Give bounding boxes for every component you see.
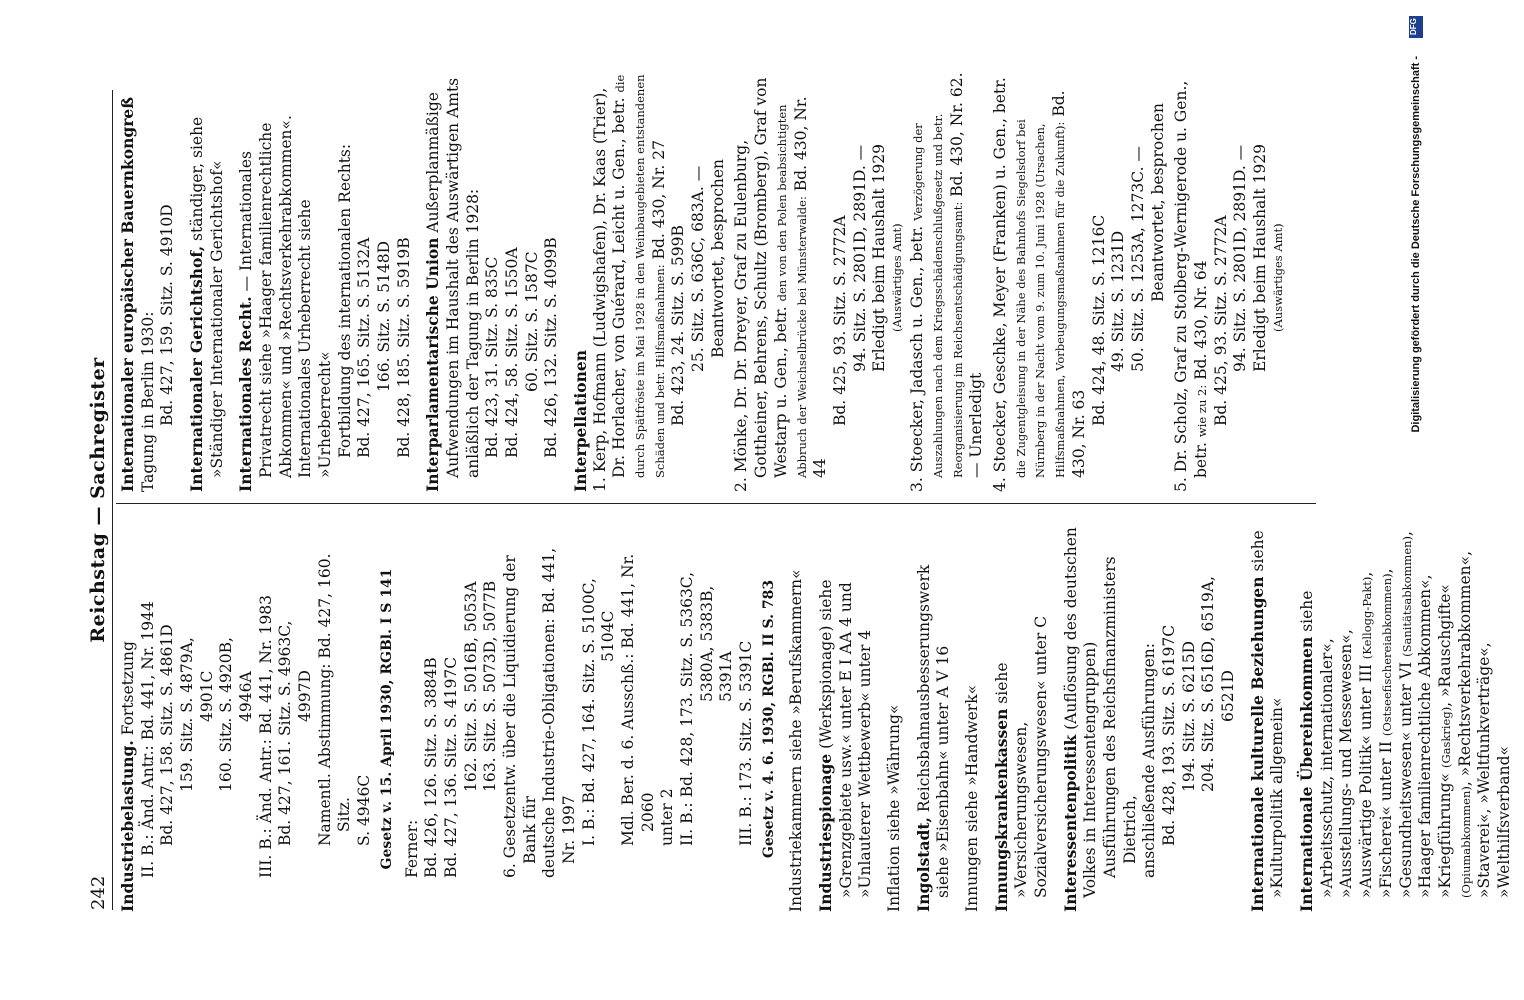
ref-line: 5380A, 5383B, (697, 585, 716, 702)
left-column (118, 526, 1524, 912)
ref-line: Bd. 424, 48. Sitz. S. 1216C (1089, 214, 1108, 426)
entry-text: Außerplanmäßige Aufwendungen im Haushalt des Auswärtigen Amts anläßlich der Tagung in Berlin 1928: (424, 77, 482, 478)
ref-line: 4901C (197, 670, 216, 722)
ref-line: 160. Sitz. S. 4920B, (217, 637, 236, 792)
entry-text: , »Fischerei« unter II (1357, 571, 1395, 898)
entry-interessentenpolitik (1061, 526, 1239, 912)
entry-heading: Internationaler europäischer Bauernkongreß (118, 97, 137, 492)
ref-line: S. 4946C (355, 774, 374, 846)
entry-text: Inflation siehe »Währung« (885, 704, 904, 912)
ref-line: 166. Sitz. S. 5148D (375, 240, 394, 392)
entry-note: Verzögerung der Auszahlungen nach dem Kriegsschädenschlußgesetz und betr. Reorganisierung im Reichsentschädigungsamt: (911, 113, 965, 478)
law-reference: Gesetz v. 15. April 1930, RGBl. I S 141 (378, 568, 395, 870)
ref-line: 60. Sitz. S. 1587C (522, 251, 541, 392)
ref-line: III. B.: 173. Sitz. S. 5391C (736, 640, 755, 846)
entry-text: , »Haager familienrechtliche Abkommen«, »Kriegführung« (1396, 531, 1454, 898)
entry-note: (Auswärtiges Amt) (1270, 223, 1285, 332)
ref-line: II. B.: Änd. Antr.: Bd. 441, Nr. 1944 (138, 601, 157, 878)
entry-note: die Zugentgleisung in der Nähe des Bahnhofs Siegelsdorf bei Nürnberg in der Nacht vom 9. zum 10. Juni 1928 (Ursachen, Hilfsmaßnahmen, Vorbeugungsmaßnahmen für die Zukunft): (1013, 119, 1068, 478)
entry-innungen (963, 526, 983, 912)
interpellation-1 (590, 72, 729, 492)
entry-internationales-recht (236, 72, 414, 492)
ref-line: Bd. 424, 58. Sitz. S. 1550A (503, 247, 522, 458)
entry-industriebelastung (118, 526, 778, 912)
entry-text: (Werkspionage) siehe »Grenzgebiete usw.« unter E I AA 4 und »Unlauterer Wettbewerb« unter 4 (817, 579, 875, 898)
ref-line: Bd. 423, 24. Sitz. S. 599B (669, 225, 688, 426)
entry-heading: Innungskrankenkassen (991, 708, 1011, 912)
entry-note: (Auswärtiges Amt) (889, 223, 904, 332)
entry-text: Bd. 430, Nr. 27 (649, 139, 668, 260)
entry-text: ständiger, siehe »Ständiger Internationaler Gerichtshof« (188, 116, 226, 478)
ref-line: Erledigt beim Haushalt 1929 (1250, 144, 1269, 372)
entry-text: siehe »Arbeitsschutz, internationaler«, »Ausstellungs- und Messewesen«, »Auswärtige Politik« unter III (1298, 590, 1376, 898)
entry-text: Fortsetzung (119, 641, 137, 736)
entry-heading: Industriespionage (816, 753, 836, 912)
attribution-text: Digitalisierung gefördert durch die Deutsche Forschungsgemeinschaft - (1410, 56, 1422, 433)
ref-line: I. B.: Bd. 427, 164. Sitz. S. 5100C, (579, 578, 598, 846)
entry-text: Innungen siehe »Handwerk« (963, 684, 982, 912)
ref-line: 4997D (296, 670, 315, 722)
entry-inflation (885, 526, 905, 912)
ref-line: Bd. 425, 93. Sitz. S. 2772A (1211, 215, 1230, 426)
ref-line: anschließende Ausführungen: (1140, 643, 1159, 878)
ref-line: 159. Sitz. S. 4879A, (178, 637, 197, 792)
entry-interparlamentarische-union (423, 72, 562, 492)
ref-line: 49. Sitz. S. 1231D (1109, 230, 1128, 372)
ref-line: Bd. 428, 185. Sitz. S. 5919B (394, 237, 413, 458)
entry-text: siehe »Versicherungswesen, Sozialversicherungswesen« unter C (992, 615, 1051, 898)
ref-line: Bd. 428, 193. Sitz. S. 6197C (1160, 624, 1179, 846)
entry-note: den von den Polen beabsichtigten Abbruch der Weichselbrücke bei Münsterwalde: (774, 104, 809, 478)
ref-line: Bd. 427, 159. Sitz. S. 4910D (158, 204, 177, 426)
ref-line: 6521D (1219, 670, 1238, 722)
entry-gerichtshof (187, 72, 227, 492)
entry-text: Reichsbahnausbesserungswerk siehe »Eisenbahn« unter A V 16 (914, 564, 953, 898)
law-reference: Gesetz v. 4. 6. 1930, RGBl. II S. 783 (760, 579, 777, 859)
entry-note: (Opiumabkommen) (1458, 786, 1473, 898)
ref-line: Bd. 427, 158. Sitz. S. 4861D (158, 624, 177, 846)
entry-text: Bd. 430, Nr. 44 (791, 96, 830, 478)
ref-line: Erledigt beim Haushalt 1929 (870, 144, 889, 372)
entry-internationale-uebereinkommen (1297, 526, 1514, 912)
entry-text: Industriekammern siehe »Berufskammern« (787, 569, 806, 912)
entry-heading: Internationale kulturelle Beziehungen (1247, 576, 1267, 912)
ref-line: II. B.: Bd. 428, 173. Sitz. S. 5363C, (677, 571, 696, 846)
ref-line: 50. Sitz. S. 1253A, 1273C. — (1128, 146, 1147, 372)
ref-line: deutsche Industrie-Obligationen: Bd. 441, Nr. 1997 (540, 547, 578, 878)
entry-text: 3. Stoecker, Jadasch u. Gen., betr. (908, 225, 927, 492)
entry-heading: Interpellationen (571, 349, 591, 492)
entry-ingolstadt (914, 526, 954, 912)
entry-heading: Industriebelastung. (118, 740, 137, 912)
entry-text: 4. Stoecker, Geschke, Meyer (Franken) u. Gen., betr. (991, 77, 1010, 492)
entry-interpellationen (571, 72, 1285, 492)
entry-heading: Interessentenpolitik (1060, 734, 1080, 912)
entry-heading: Internationaler Gerichtshof, (187, 245, 207, 492)
ref-line: Bd. 426, 132. Sitz. S. 4099B (542, 237, 561, 458)
entry-text: , »Rechtsverkehrabkommen«, »Staverei«, »Weltfunkverträge«, »Welthilfsverband« (1455, 550, 1513, 898)
running-title: Reichstag — Sachregister (87, 357, 109, 643)
entry-text: Bd. 430, Nr. 64 (1191, 260, 1210, 380)
entry-text: , »Rauschgifte« (1435, 584, 1454, 707)
ref-line: 204. Sitz. S. 6516D, 6519A, (1199, 576, 1218, 792)
entry-note: (Kellogg-Pakt) (1360, 576, 1375, 660)
entry-text: Bd. 430, Nr. 62. — Unerledigt (947, 72, 986, 478)
interpellation-4 (991, 72, 1168, 492)
ref-line: 94. Sitz. S. 2801D, 2891D. — (1231, 144, 1250, 372)
page-number: 242 (88, 875, 109, 910)
ref-line: Bd. 427, 165. Sitz. S. 5132A (355, 237, 374, 458)
ref-line: Beantwortet, besprochen (1148, 102, 1167, 302)
ref-line: Bd. 427, 161. Sitz. S. 4963C, (276, 620, 295, 846)
entry-text: 2. Mönke, Dr. Dr. Dreyer, Graf zu Eulenburg, Gottheiner, Behrens, Schultz (Bromberg), Graf von Westarp u. Gen., betr. (732, 77, 790, 492)
ref-line: 5104C (599, 610, 618, 662)
entry-bauernkongress (118, 72, 178, 492)
ref-line: 194. Sitz. S. 6215D (1179, 640, 1198, 792)
ref-line: Bd. 423, 31. Sitz. S. 835C (483, 256, 502, 458)
entry-heading: Internationales Recht. (236, 296, 256, 492)
entry-heading: Interparlamentarische Union (423, 237, 443, 492)
entry-note: die durch Spätfröste im Mai 1928 in den Weinbaugebieten entstandenen Schäden und betr. Hilfsmaßnahmen: (613, 74, 667, 478)
ref-line: 25. Sitz. S. 636C, 683A. — Beantwortet, besprochen (689, 158, 727, 372)
entry-text: 1. Kerp, Hofmann (Ludwigshafen), Dr. Kaas (Trier), Dr. Horlacher, von Guérard, Leicht u. Gen., betr. (590, 87, 629, 492)
entry-note: (Ostseefischereiabkommen) (1379, 573, 1394, 737)
dfg-attribution (1408, 16, 1424, 976)
entry-note: (Gaskrieg) (1438, 706, 1453, 769)
ref-line: Bd. 426, 126. Sitz. S. 3884B (422, 657, 441, 878)
ref-line: Ausführungen des Reichsfinanzministers Dietrich, (1101, 556, 1139, 878)
entry-innungskrankenkassen (992, 526, 1052, 912)
entry-industriespionage (816, 526, 876, 912)
entry-text: siehe »Kulturpolitik allgemein« (1248, 530, 1287, 898)
entry-industriekammern (787, 526, 807, 912)
ref-line: 5391A (717, 651, 736, 702)
right-column (118, 72, 1294, 492)
ref-line: 94. Sitz. S. 2801D, 2891D. — (850, 144, 869, 372)
column-divider (116, 503, 1316, 504)
ref-line: Namentl. Abstimmung: Bd. 427, 160. Sitz. (315, 553, 354, 846)
ref-line: 162. Sitz. S. 5016B, 5053A (461, 581, 480, 792)
ref-line: Fortbildung des internationalen Rechts: (335, 143, 354, 458)
entry-text: Bd. 430, Nr. 63 (1050, 90, 1088, 478)
entry-text: , »Gesundheitswesen« unter VI (1376, 568, 1415, 898)
interpellation-5 (1172, 72, 1285, 492)
ref-line: Mdl. Ber. d. 6. Ausschß.: Bd. 441, Nr. 2060 (618, 553, 657, 846)
entry-note: wie zu 2: (1194, 384, 1209, 438)
entry-text: (Auflösung des deutschen Volkes in Interessentengruppen) (1061, 527, 1100, 898)
ref-line: 4946A (237, 671, 256, 722)
ref-line: Ferner: (402, 819, 421, 878)
ref-line: Bd. 425, 93. Sitz. S. 2772A (830, 215, 849, 426)
entry-internationale-kulturelle-beziehungen (1248, 526, 1288, 912)
page-header (86, 90, 113, 910)
entry-note: (Sanitätsabkommen) (1399, 535, 1414, 657)
ref-line: Tagung in Berlin 1930: (138, 311, 157, 492)
interpellation-3 (908, 72, 987, 492)
entry-text: — Internationales Privatrecht siehe »Haager familienrechtliche Abkommen« und »Rechtsverkehrabkommen«. Internationales Urheberrecht siehe »Urheberrecht« (237, 115, 335, 478)
entry-heading: Internationale Übereinkommen (1297, 636, 1317, 912)
ref-line: unter 2 (658, 788, 677, 846)
ref-line: 163. Sitz. S. 5073D, 5077B (481, 580, 500, 792)
ref-line: Bd. 427, 136. Sitz. S. 4197C (441, 656, 460, 878)
ref-line: 6. Gesetzentw. über die Liquidierung der Bank für (500, 555, 539, 878)
interpellation-2 (732, 72, 904, 492)
ref-line: III. B.: Änd. Antr.: Bd. 441, Nr. 1983 (256, 594, 275, 878)
dfg-logo: DFG (1409, 16, 1423, 38)
entry-heading: Ingolstadt, (913, 817, 933, 912)
entry-text: 5. Dr. Scholz, Graf zu Stolberg-Wernigerode u. Gen., betr. (1172, 80, 1210, 492)
